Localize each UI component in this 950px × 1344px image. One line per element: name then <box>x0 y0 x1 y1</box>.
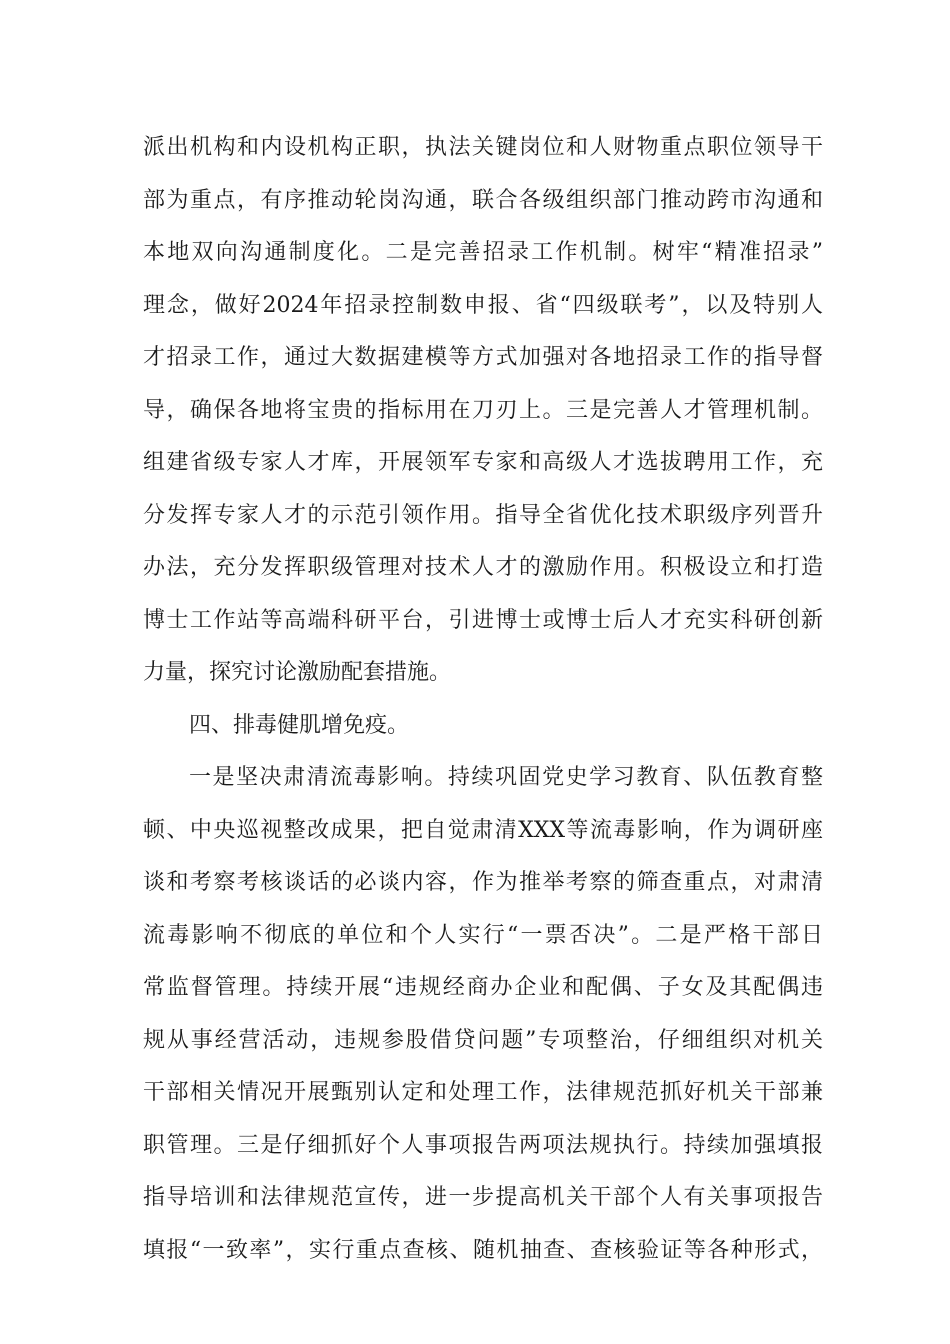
text-line: 四、排毒健肌增免疫。 <box>189 713 410 738</box>
text-line: 顿、中央巡视整改成果，把自觉肃清XXX等流毒影响，作为调研座 <box>143 818 823 843</box>
text-line: 填报“一致率”，实行重点查核、随机抽查、查核验证等各种形式， <box>143 1238 823 1263</box>
text-line: 本地双向沟通制度化。二是完善招录工作机制。树牢“精准招录” <box>143 240 823 265</box>
text-line: 部为重点，有序推动轮岗沟通，联合各级组织部门推动跨市沟通和 <box>143 188 823 213</box>
text-line: 谈和考察考核谈话的必谈内容，作为推举考察的筛查重点，对肃清 <box>143 870 823 895</box>
text-line: 博士工作站等高端科研平台，引进博士或博士后人才充实科研创新 <box>143 608 823 633</box>
text-line: 派出机构和内设机构正职，执法关键岗位和人财物重点职位领导干 <box>143 135 823 160</box>
text-line: 理念，做好2024年招录控制数申报、省“四级联考”，以及特别人 <box>143 293 823 318</box>
text-line: 职管理。三是仔细抓好个人事项报告两项法规执行。持续加强填报 <box>143 1133 823 1158</box>
text-line: 力量，探究讨论激励配套措施。 <box>143 660 452 685</box>
text-line: 一是坚决肃清流毒影响。持续巩固党史学习教育、队伍教育整 <box>189 765 823 790</box>
text-line: 办法，充分发挥职级管理对技术人才的激励作用。积极设立和打造 <box>143 555 823 580</box>
text-line: 分发挥专家人才的示范引领作用。指导全省优化技术职级序列晋升 <box>143 503 823 528</box>
text-line: 干部相关情况开展甄别认定和处理工作，法律规范抓好机关干部兼 <box>143 1080 823 1105</box>
text-line: 导，确保各地将宝贵的指标用在刀刃上。三是完善人才管理机制。 <box>143 398 823 423</box>
text-line: 才招录工作，通过大数据建模等方式加强对各地招录工作的指导督 <box>143 345 823 370</box>
text-line: 流毒影响不彻底的单位和个人实行“一票否决”。二是严格干部日 <box>143 923 823 948</box>
text-line: 组建省级专家人才库，开展领军专家和高级人才选拔聘用工作，充 <box>143 450 823 475</box>
text-line: 规从事经营活动，违规参股借贷问题”专项整治，仔细组织对机关 <box>143 1028 823 1053</box>
text-line: 常监督管理。持续开展“违规经商办企业和配偶、子女及其配偶违 <box>143 975 823 1000</box>
text-line: 指导培训和法律规范宣传，进一步提高机关干部个人有关事项报告 <box>143 1185 823 1210</box>
